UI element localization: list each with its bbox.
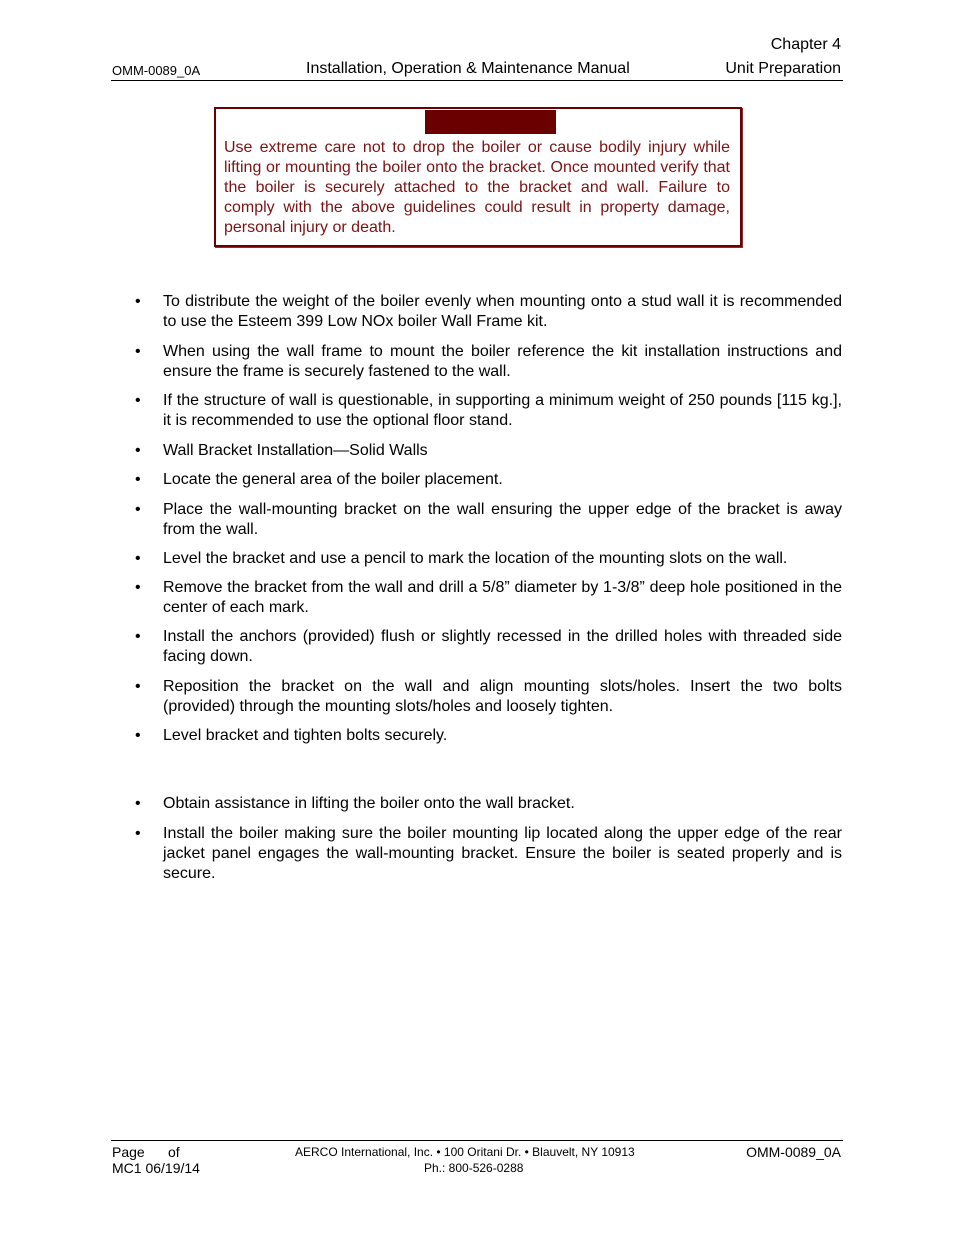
bullet-icon: • xyxy=(135,678,141,695)
list-item xyxy=(135,824,842,884)
list-item xyxy=(135,342,842,382)
bullet-icon: • xyxy=(135,550,141,567)
section-title: Unit Preparation xyxy=(725,60,841,77)
list-item xyxy=(135,549,842,569)
bullet-icon: • xyxy=(135,579,141,596)
page-label: Page xyxy=(112,1144,145,1160)
list-item xyxy=(135,500,842,540)
bullet-icon: • xyxy=(135,727,141,744)
manual-title: Installation, Operation & Maintenance Manual xyxy=(306,60,630,77)
company-phone: Ph.: 800-526-0288 xyxy=(424,1161,524,1175)
bullet-icon: • xyxy=(135,471,141,488)
list-item xyxy=(135,627,842,667)
bullet-icon: • xyxy=(135,795,141,812)
warning-box xyxy=(214,107,742,247)
bullet-icon: • xyxy=(135,343,141,360)
revision-label: MC1 06/19/14 xyxy=(112,1160,200,1176)
list-item-text: Remove the bracket from the wall and drill a 5/8” diameter by 1-3/8” deep hole positioned in the center of each mark. xyxy=(163,579,842,616)
list-item-text: Level the bracket and use a pencil to mark the location of the mounting slots on the wall. xyxy=(163,550,788,567)
bullet-icon: • xyxy=(135,392,141,409)
list-item-text: To distribute the weight of the boiler evenly when mounting onto a stud wall it is recommended to use the Esteem 399 Low NOx boiler Wall Frame kit. xyxy=(163,293,842,330)
list-item xyxy=(135,391,842,431)
list-item xyxy=(135,578,842,618)
bullet-icon: • xyxy=(135,501,141,518)
header-doc-number: OMM-0089_0A xyxy=(112,63,201,78)
list-item-text: Install the anchors (provided) flush or slightly recessed in the drilled holes with threaded side facing down. xyxy=(163,628,842,665)
bullet-icon: • xyxy=(135,293,141,310)
list-item-text: Reposition the bracket on the wall and align mounting slots/holes. Insert the two bolts (provided) through the mounting slots/holes and loosely tighten. xyxy=(163,678,842,715)
list-item-text: If the structure of wall is questionable, in supporting a minimum weight of 250 pounds [115 kg.], it is recommended to use the optional floor stand. xyxy=(163,392,842,429)
list-item-text: When using the wall frame to mount the boiler reference the kit installation instructions and ensure the frame is securely fastened to the wall. xyxy=(163,343,842,380)
footer-doc-number: OMM-0089_0A xyxy=(746,1144,841,1160)
list-item-text: Place the wall-mounting bracket on the wall ensuring the upper edge of the bracket is away from the wall. xyxy=(163,501,842,538)
list-item xyxy=(135,794,842,814)
list-item-text: Obtain assistance in lifting the boiler onto the wall bracket. xyxy=(163,795,575,812)
list-item-text: Locate the general area of the boiler placement. xyxy=(163,471,503,488)
footer-divider xyxy=(111,1140,843,1141)
header-divider xyxy=(111,80,843,81)
list-item-text: Install the boiler making sure the boiler mounting lip located along the upper edge of the rear jacket panel engages the wall-mounting bracket. Ensure the boiler is seated properly and is secure. xyxy=(163,825,842,882)
list-item-text: Level bracket and tighten bolts securely. xyxy=(163,727,448,744)
list-item xyxy=(135,441,842,461)
chapter-label: Chapter 4 xyxy=(770,36,841,53)
company-address: AERCO International, Inc. • 100 Oritani Dr. • Blauvelt, NY 10913 xyxy=(295,1145,635,1159)
list-item xyxy=(135,726,842,746)
bullet-icon: • xyxy=(135,825,141,842)
page-of-label: of xyxy=(168,1144,180,1160)
list-item xyxy=(135,292,842,332)
warning-banner xyxy=(425,110,556,134)
list-item xyxy=(135,470,842,490)
bullet-icon: • xyxy=(135,442,141,459)
list-item-text: Wall Bracket Installation—Solid Walls xyxy=(163,442,428,459)
warning-text: Use extreme care not to drop the boiler or cause bodily injury while lifting or mounting the boiler onto the bracket. Once mounted verify that the boiler is securely attached to the bracket and wall. Failure to comply with the above guidelines could result in property damage, personal injury or death. xyxy=(224,139,730,236)
bullet-icon: • xyxy=(135,628,141,645)
list-item xyxy=(135,677,842,717)
